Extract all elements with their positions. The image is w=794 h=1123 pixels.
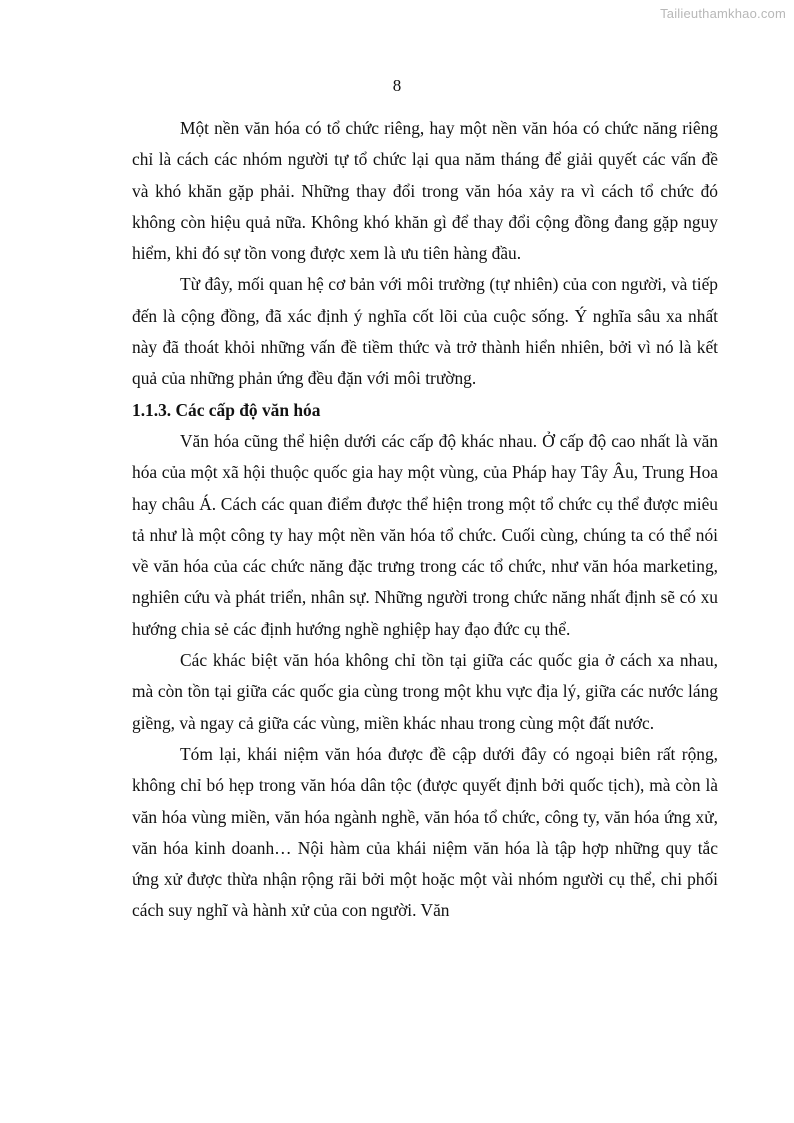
paragraph-environment-relation: Từ đây, mối quan hệ cơ bản với môi trường (tự nhiên) của con người, và tiếp đến là cộng đồng, đã xác định ý nghĩa cốt lõi của cuộc sống. Ý nghĩa sâu xa nhất này đã thoát khỏi những vấn đề tiềm thức và trở thành hiển nhiên, bởi vì nó là kết quả của những phản ứng đều đặn với môi trường. xyxy=(132,274,718,389)
paragraph-summary: Tóm lại, khái niệm văn hóa được đề cập dưới đây có ngoại biên rất rộng, không chỉ bó hẹp trong văn hóa dân tộc (được quyết định bởi quốc tịch), mà còn là văn hóa vùng miền, văn hóa ngành nghề, văn hóa tổ chức, công ty, văn hóa ứng xử, văn hóa kinh doanh… Nội hàm của khái niệm văn hóa là tập hợp những quy tắc ứng xử được thừa nhận rộng rãi bởi một hoặc một vài nhóm người cụ thể, chi phối cách suy nghĩ và hành xử của con người. Văn xyxy=(132,743,718,921)
paragraph-culture-levels: Văn hóa cũng thể hiện dưới các cấp độ khác nhau. Ở cấp độ cao nhất là văn hóa của một xã hội thuộc quốc gia hay một vùng, của Pháp hay Tây Âu, Trung Hoa hay châu Á. Cách các quan điểm được thể hiện trong một tổ chức cụ thể được miêu tả như là một công ty hay một nền văn hóa tổ chức. Cuối cùng, chúng ta có thể nói về văn hóa của các chức năng đặc trưng trong các tổ chức, như văn hóa marketing, nghiên cứu và phát triển, nhân sự. Những người trong chức năng nhất định sẽ có xu hướng chia sẻ các định hướng nghề nghiệp hay đạo đức cụ thể. xyxy=(132,430,718,639)
watermark: Tailieuthamkhao.com xyxy=(660,6,786,21)
document-body xyxy=(132,113,718,927)
paragraph-cultural-differences: Các khác biệt văn hóa không chỉ tồn tại giữa các quốc gia ở cách xa nhau, mà còn tồn tại giữa các quốc gia cùng trong một khu vực địa lý, giữa các nước láng giềng, và ngay cả giữa các vùng, miền khác nhau trong cùng một đất nước. xyxy=(132,650,718,733)
paragraph-organization-culture: Một nền văn hóa có tổ chức riêng, hay một nền văn hóa có chức năng riêng chỉ là cách các nhóm người tự tổ chức lại qua năm tháng để giải quyết các vấn đề và khó khăn gặp phải. Những thay đổi trong văn hóa xảy ra vì cách tổ chức đó không còn hiệu quả nữa. Không khó khăn gì để thay đổi cộng đồng đang gặp nguy hiểm, khi đó sự tồn vong được xem là ưu tiên hàng đầu. xyxy=(132,118,718,264)
section-heading: 1.1.3. Các cấp độ văn hóa xyxy=(132,399,321,420)
page-number: 8 xyxy=(392,76,402,95)
